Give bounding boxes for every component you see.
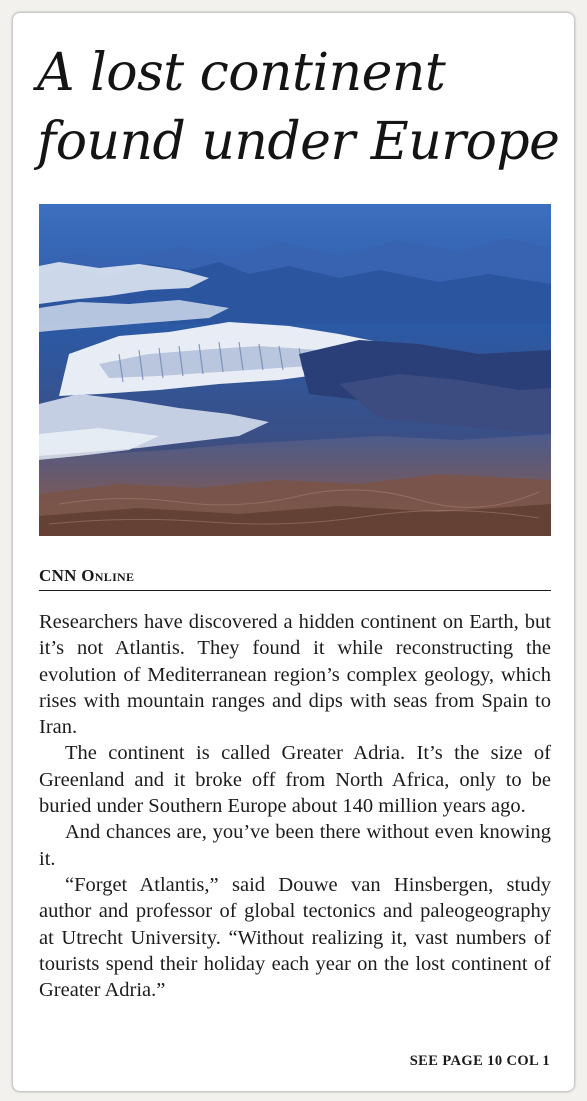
headline <box>37 39 560 177</box>
article-body <box>39 609 551 1003</box>
jump-line: SEE PAGE 10 COL 1 <box>409 1053 550 1069</box>
paragraph: And chances are, you’ve been there without even knowing it. <box>39 821 551 870</box>
mountain-aerial-photo <box>39 204 551 536</box>
headline-line-1: A lost continent <box>37 43 446 103</box>
paragraph: Researchers have discovered a hidden continent on Earth, but it’s not Atlantis. They found it while reconstructing the evolution of Mediterranean region’s complex geology, which rises with mountain ranges and dips with seas from Spain to Iran. <box>39 611 551 739</box>
mountain-illustration <box>39 204 551 536</box>
paragraph: “Forget Atlantis,” said Douwe van Hinsbergen, study author and professor of global tectonics and paleogeography at Utrecht University. “Without realizing it, vast numbers of tourists spend their holiday each year on the lost continent of Greater Adria.” <box>39 873 551 1002</box>
paragraph: The continent is called Greater Adria. It’s the size of Greenland and it broke off from North Africa, only to be buried under Southern Europe about 140 million years ago. <box>39 742 551 818</box>
newspaper-clipping <box>12 12 575 1092</box>
byline: CNN Online <box>39 566 551 591</box>
headline-line-2: found under Europe <box>37 112 560 172</box>
